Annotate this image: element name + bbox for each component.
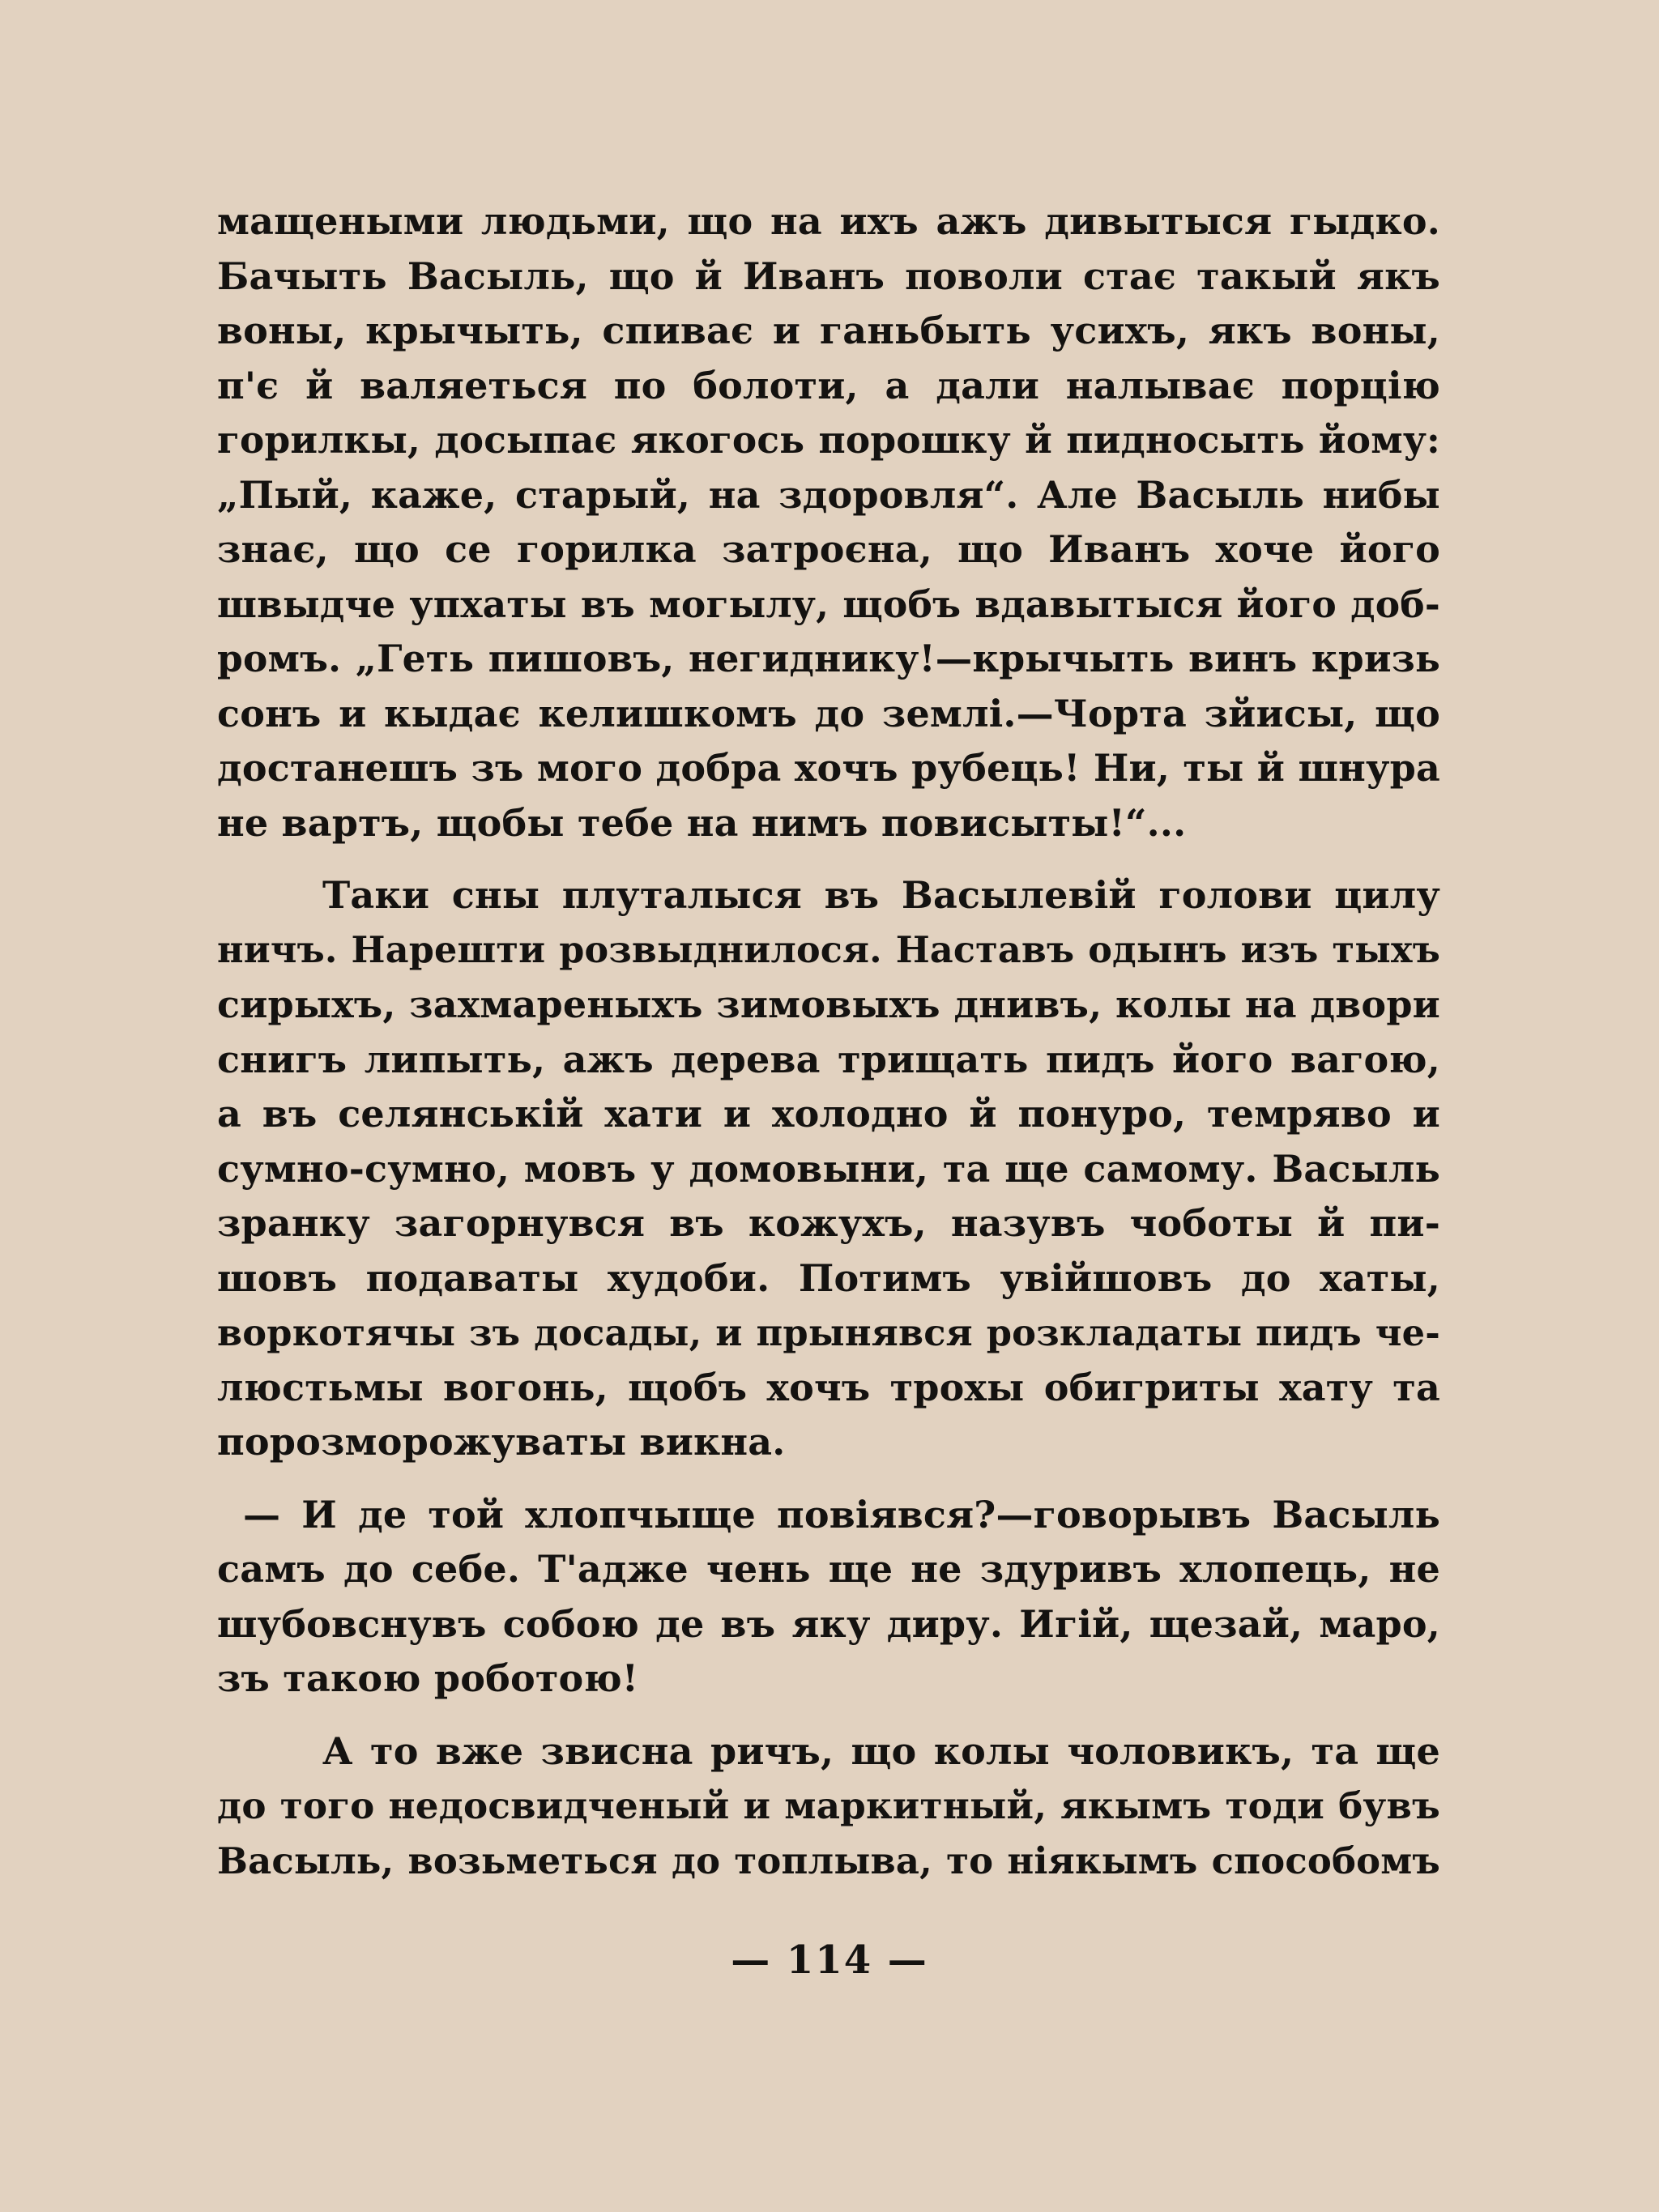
text-line: сумно-сумно, мовъ у домовыни, та ще самому. Васыль (217, 1146, 1440, 1191)
text-line: зъ такою роботою! (217, 1656, 639, 1700)
text-line: а въ селянській хати и холодно й понуро, темряво и (217, 1092, 1440, 1136)
paragraph-1 (217, 194, 1440, 850)
text-line: люстьмы вогонь, щобъ хочъ трохы обигриты хату та (217, 1365, 1440, 1409)
text-line: мащеными людьми, що на ихъ ажъ дивытыся гыдко. (217, 199, 1440, 243)
text-line: ромъ. „Геть пишовъ, негиднику!—крычыть винъ кризь (217, 637, 1440, 680)
text-line: достанешъ зъ мого добра хочъ рубець! Ни, ты й шнура (217, 746, 1440, 790)
text-line: не вартъ, щобы тебе на нимъ повисыты!“... (217, 800, 1187, 845)
text-line: зранку загорнувся въ кожухъ, назувъ чоботы й пи- (217, 1201, 1440, 1245)
paragraph-3 (217, 1488, 1440, 1707)
text-line: до того недосвидченый и маркитный, якымъ тоди бувъ (217, 1784, 1440, 1827)
text-line: сонъ и кыдає келишкомъ до землі.—Чорта зйисы, що (217, 691, 1440, 735)
text-line: воркотячы зъ досады, и прынявся розкладаты пидъ че- (217, 1311, 1440, 1354)
text-line: ничъ. Нарешти розвыднилося. Наставъ одынъ изъ тыхъ (217, 928, 1440, 971)
text-line: — И де той хлопчыще повіявся?—говорывъ Васыль (243, 1492, 1440, 1536)
paragraph-2 (217, 868, 1440, 1470)
paragraph-4 (217, 1724, 1440, 1889)
text-line: шовъ подаваты худоби. Потимъ увійшовъ до хаты, (217, 1255, 1440, 1300)
text-line: сирыхъ, захмареныхъ зимовыхъ днивъ, колы на двори (217, 982, 1440, 1026)
text-line: шубовснувъ собою де въ яку диру. Игій, щезай, маро, (217, 1601, 1440, 1646)
text-line: воны, крычыть, спиває и ганьбыть усихъ, якъ воны, (217, 309, 1440, 352)
page-text (217, 194, 1440, 1888)
text-line: „Пый, каже, старый, на здоровля“. Але Васыль нибы (217, 472, 1440, 517)
text-line: Таки сны плуталыся въ Васылевій голови цилу (322, 873, 1440, 917)
text-line: снигъ липыть, ажъ дерева трищать пидъ його вагою, (217, 1037, 1440, 1081)
text-line: Васыль, возьметься до топлыва, то ніякымъ способомъ (217, 1839, 1440, 1882)
text-line: п'є й валяеться по болоти, а дали налыває порцію (217, 363, 1440, 407)
text-line: А то вже звисна ричъ, що колы чоловикъ, та ще (322, 1728, 1440, 1773)
text-line: Бачыть Васыль, що й Иванъ поволи стає такый якъ (217, 254, 1440, 298)
text-line: швыдче упхаты въ могылу, щобъ вдавытыся його доб- (217, 582, 1440, 626)
text-line: горилкы, досыпає якогось порошку й пидносыть йому: (217, 418, 1440, 462)
text-line: самъ до себе. Т'адже чень ще не здуривъ хлопець, не (217, 1547, 1440, 1591)
text-line: порозморожуваты викна. (217, 1420, 786, 1464)
page-number: — 114 — (731, 1937, 928, 1983)
text-line: знає, що се горилка затроєна, що Иванъ хоче його (217, 527, 1440, 571)
